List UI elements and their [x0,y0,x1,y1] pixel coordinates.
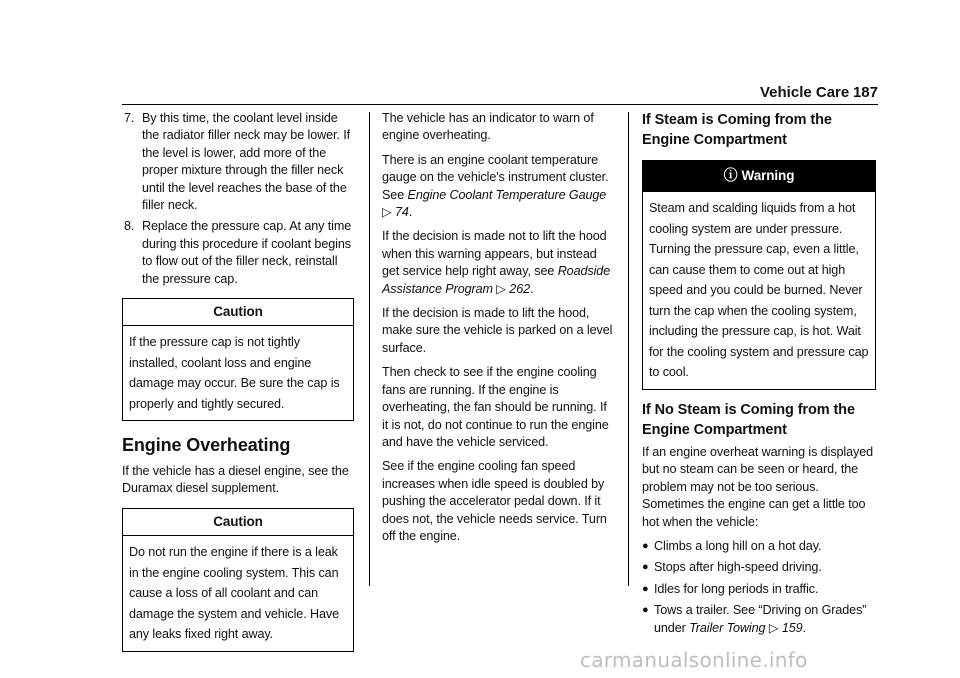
list-item [642,581,876,598]
caution-box-leak [122,508,354,652]
caution-title: Caution [123,299,353,326]
watermark: carmanualsonline.info [580,648,808,672]
paragraph-fan-speed: See if the engine cooling fan speed increases when idle speed is doubled by pushing the accelerator pedal down. If it does not, the vehicle needs service. Turn off the engine. [382,459,607,543]
list-item [642,538,876,555]
page-ref-icon: ▷ [768,620,779,635]
link-roadside-assistance[interactable]: Roadside Assistance Program [382,264,611,296]
bullet-icon: ● [642,604,649,617]
warning-text: Steam and scalding liquids from a hot cooling system are under pressure. Turning the pressure cap, even a little, can cause them to come out at high speed and you could be burned. Never turn the cap when the cooling system, including the pressure cap, is hot. Wait for the cooling system and pressure cap to cool. [649,201,869,380]
column-3 [642,110,876,641]
bullet-icon: ● [642,582,649,595]
heading-steam: If Steam is Coming from the Engine Compartment [642,112,832,148]
column-divider-left [369,112,370,586]
link-coolant-temp-gauge[interactable]: Engine Coolant Temperature Gauge [407,187,607,202]
caution-box-pressure-cap [122,298,354,421]
diesel-note: If the vehicle has a diesel engine, see the Duramax diesel supplement. [122,463,349,496]
caution-title: Caution [123,509,353,536]
link-trailer-towing[interactable]: Trailer Towing [689,620,766,635]
list-item [642,602,876,637]
paragraph-lift-hood: If the decision is made to lift the hood, make sure the vehicle is parked on a level surface. [382,306,613,355]
page-ref-number[interactable]: 159 [781,620,803,635]
step-text: By this time, the coolant level inside the radiator filler neck may be lower. If the level is lower, add more of the proper mixture through the filler neck until the level reaches the base of the filler neck. [142,111,350,213]
list-item-text: Idles for long periods in traffic. [654,581,819,596]
page-header [760,84,878,101]
warning-header [643,161,875,192]
page-ref-number[interactable]: 74 [395,205,409,220]
column-divider-right [628,112,629,586]
section-heading-engine-overheating: Engine Overheating [122,435,291,456]
bullet-icon: ● [642,539,649,552]
warning-box-steam [642,160,876,390]
paragraph-text: If the decision is made not to lift the hood when this warning appears, but instead get service help right away, see [382,229,607,279]
step-7 [122,110,354,214]
header-divider [122,104,878,105]
step-text: Replace the pressure cap. At any time during this procedure if coolant begins to flow out of the filler neck, reinstall the pressure cap. [142,219,352,286]
column-1 [122,110,354,662]
step-number: 7. [124,111,135,125]
list-item [642,559,876,576]
page-number: 187 [852,84,878,101]
paragraph-service: If the decision is made not to lift the hood when this warning appears, but instead get service help right away, see Roadside Assistance Program ▷ 262. [382,229,611,296]
caution-text: Do not run the engine if there is a leak in the engine cooling system. This can cause a loss of all coolant and can damage the system and vehicle. Have any leaks fixed right away. [129,545,340,642]
warning-title: Warning [741,168,795,183]
heading-no-steam: If No Steam is Coming from the Engine Compartment [642,401,855,438]
warning-icon: ⓘ [723,167,738,183]
condition-list [642,538,876,637]
page-ref-icon: ▷ [496,281,506,296]
paragraph-no-steam: If an engine overheat warning is displayed but no steam can be seen or heard, the problem may not be too serious. Sometimes the engine can get a little too hot when the vehicle: [642,444,874,529]
list-item-text: Tows a trailer. See “Driving on Grades” under Trailer Towing ▷ 159. [654,603,867,635]
bullet-icon: ● [642,561,649,574]
list-item-text: Stops after high-speed driving. [654,560,822,575]
step-8 [122,218,354,288]
list-item-text: Climbs a long hill on a hot day. [654,538,822,553]
caution-text: If the pressure cap is not tightly installed, coolant loss and engine damage may occur. Be sure the cap is properly and tightly secured. [129,335,340,411]
step-number: 8. [124,219,135,234]
column-2 [382,110,615,552]
paragraph-gauge: There is an engine coolant temperature gauge on the vehicle's instrument cluster. See Engine Coolant Temperature Gauge ▷ 74. [382,152,609,220]
list-item-text-part: Tows a trailer. See “Driving on Grades” under [654,603,867,635]
section-title: Vehicle Care [760,84,850,101]
paragraph-indicator: The vehicle has an indicator to warn of engine overheating. [382,111,594,143]
page-ref-number[interactable]: 262 [509,281,531,296]
paragraph-cooling-fans: Then check to see if the engine cooling fans are running. If the engine is overheating, the fan should be running. If it is not, do not continue to run the engine and have the vehicle serviced. [382,365,609,449]
paragraph-text: There is an engine coolant temperature gauge on the vehicle's instrument cluster. See [382,152,609,202]
page-ref-icon: ▷ [382,205,392,220]
